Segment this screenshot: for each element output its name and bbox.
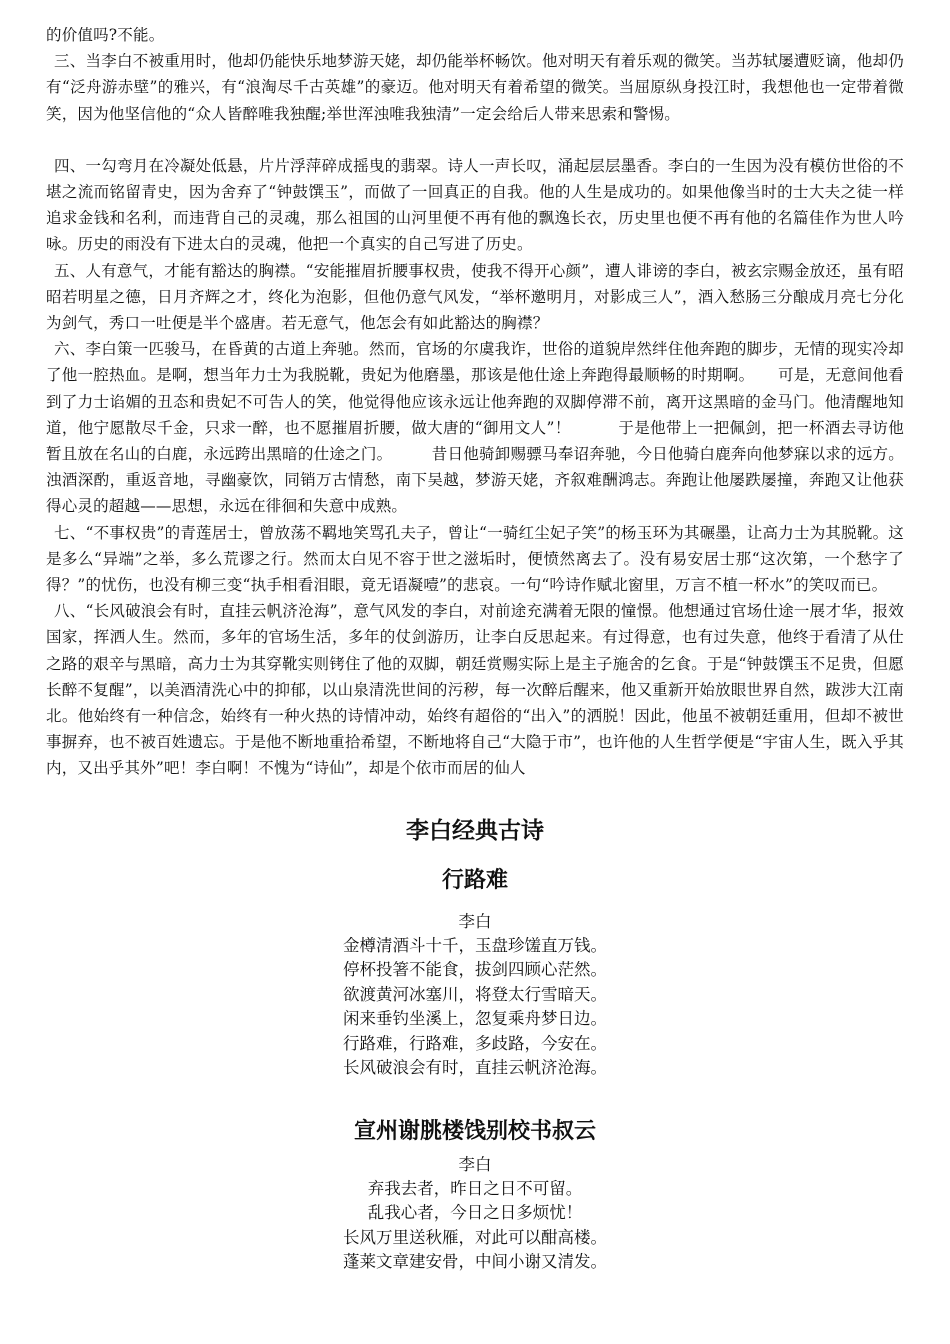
- poem-line: 欲渡黄河冰塞川，将登太行雪暗天。: [343, 984, 607, 1004]
- poem-line: 金樽清酒斗十千，玉盘珍馐直万钱。: [343, 935, 607, 955]
- poem-line: 闲来垂钓坐溪上，忽复乘舟梦日边。: [343, 1009, 607, 1029]
- paragraph-spacer: [46, 127, 904, 153]
- poem-spacer: [46, 1081, 904, 1117]
- poem-line: 长风万里送秋雁，对此可以酣高楼。: [343, 1227, 607, 1247]
- poem-line: 蓬莱文章建安骨，中间小谢又清发。: [343, 1252, 607, 1272]
- essay-paragraph-3: 三、当李白不被重用时，他却仍能快乐地梦游天姥，却仍能举杯畅饮。他对明天有着乐观的微笑。当苏轼屡遭贬谪，他却仍有“泛舟游赤壁”的雅兴，有“浪淘尽千古英雄”的豪迈。他对明天有着希望的微笑。当屈原纵身投江时，我想他也一定带着微笑，因为他坚信他的“众人皆醉唯我独醒;举世浑浊唯我独清”一定会给后人带来思索和警惕。: [46, 52, 904, 123]
- section-title: 李白经典古诗: [406, 817, 544, 844]
- poem-title-spacer: [46, 896, 904, 910]
- essay-paragraph-5: 五、人有意气，才能有豁达的胸襟。“安能摧眉折腰事权贵，使我不得开心颜”，遭人诽谤的李白，被玄宗赐金放还，虽有昭昭若明星之德，日月齐辉之才，终化为泡影，但他仍意气风发，“举杯邀明月，对影成三人”，酒入愁肠三分酿成月亮七分化为剑气，秀口一吐便是半个盛唐。若无意气，他怎会有如此豁达的胸襟？: [46, 261, 904, 333]
- essay-paragraph-0: 的价值吗?不能。: [46, 26, 165, 44]
- essay-paragraph-8: 八、“长风破浪会有时，直挂云帆济沧海”，意气风发的李白，对前途充满着无限的憧憬。他想通过官场仕途一展才华，报效国家，挥洒人生。然而，多年的官场生活，多年的仗剑游历，让李白反思起来。有过得意，也有过失意，他终于看清了从仕之路的艰辛与黑暗，高力士为其穿靴实则铐住了他的双脚，朝廷赏赐实际上是主子施舍的乞食。于是“钟鼓馔玉不足贵，但愿长醉不复醒”，以美酒清洗心中的抑郁，以山泉清洗世间的污秽，每一次醉后醒来，他又重新开始放眼世界自然，跋涉大江南北。他始终有一种信念，始终有一种火热的诗情冲动，始终有超俗的“出入”的洒脱！因此，他虽不被朝廷重用，但却不被世事摒弃，也不被百姓遗忘。于是他不断地重拾希望，不断地将自己“大隐于市”，也许他的人生哲学便是“宇宙人生，既入乎其内，又出乎其外”吧！李白啊！不愧为“诗仙”，却是个依市而居的仙人: [46, 602, 904, 778]
- poem-line: 乱我心者，今日之日多烦忧！: [367, 1203, 583, 1223]
- poem-author: 李白: [458, 1154, 492, 1174]
- essay-paragraph-6: 六、李白策一匹骏马，在昏黄的古道上奔驰。然而，官场的尔虞我诈，世俗的道貌岸然绊住他奔跑的脚步，无情的现实冷却了他一腔热血。是啊，想当年力士为我脱靴，贵妃为他磨墨，那该是他仕途上奔跑得最顺畅的时期啊。 可是，无意间他看到了力士谄媚的丑态和贵妃不可告人的笑，他觉得他应该永远让他奔跑的双脚停滞不前，离开这黑暗的金马门。他清醒地知道，他宁愿散尽千金，只求一醉，也不愿摧眉折腰，做大唐的“御用文人”！ 于是他带上一把佩剑，把一杯酒去寻访他暂且放在名山的白鹿，永远跨出黑暗的仕途之门。 昔日他骑卸赐骠马奉诏奔驰，今日他骑白鹿奔向他梦寐以求的远方。浊酒深酌，重返音地，寻幽豪饮，同销万古情愁，南下吴越，梦游天姥，齐叙难酬鸿志。奔跑让他屡跌屡撞，奔跑又让他获得心灵的超越——思想，永远在徘徊和失意中成熟。: [46, 340, 904, 516]
- poem-line: 停杯投箸不能食，拔剑四顾心茫然。: [343, 960, 607, 980]
- poem-lines: [46, 934, 904, 1081]
- poem-line: 长风破浪会有时，直挂云帆济沧海。: [343, 1058, 607, 1078]
- poem-lines: [46, 1177, 904, 1275]
- poem-title: 行路难: [441, 867, 508, 893]
- essay-paragraph-7: 七、“不事权贵”的青莲居士，曾放荡不羁地笑骂孔夫子，曾让“一骑红尘妃子笑”的杨玉环为其碾墨，让高力士为其脱靴。这是多么“异端”之举，多么荒谬之行。然而太白见不容于世之滋垢时，便愤然离去了。没有易安居士那“这次第，一个愁字了得？”的忧伤，也没有柳三变“执手相看泪眼，竟无语凝噎”的悲哀。一句“吟诗作赋北窗里，万言不植一杯水”的笑叹而已。: [46, 523, 904, 595]
- section-spacer: [46, 782, 904, 816]
- poem-author: 李白: [458, 911, 492, 931]
- poem-title: 宣州谢朓楼饯别校书叔云: [353, 1118, 596, 1144]
- poem-line: 弃我去者，昨日之日不可留。: [367, 1178, 583, 1198]
- poem-line: 行路难，行路难，多歧路，今安在。: [343, 1033, 607, 1053]
- essay-paragraph-4: 四、一勾弯月在冷凝处低悬，片片浮萍碎成摇曳的翡翠。诗人一声长叹，涌起层层墨香。李白的一生因为没有模仿世俗的不堪之流而铭留青史，因为舍弃了“钟鼓馔玉”，而做了一回真正的自我。他的人生是成功的。如果他像当时的士大夫之徒一样追求金钱和名利，而违背自己的灵魂，那么祖国的山河里便不再有他的飘逸长衣，历史里也便不再有他的名篇佳作为世人吟咏。历史的雨没有下进太白的灵魂，他把一个真实的自己写进了历史。: [46, 156, 904, 254]
- title-spacer: [46, 846, 904, 866]
